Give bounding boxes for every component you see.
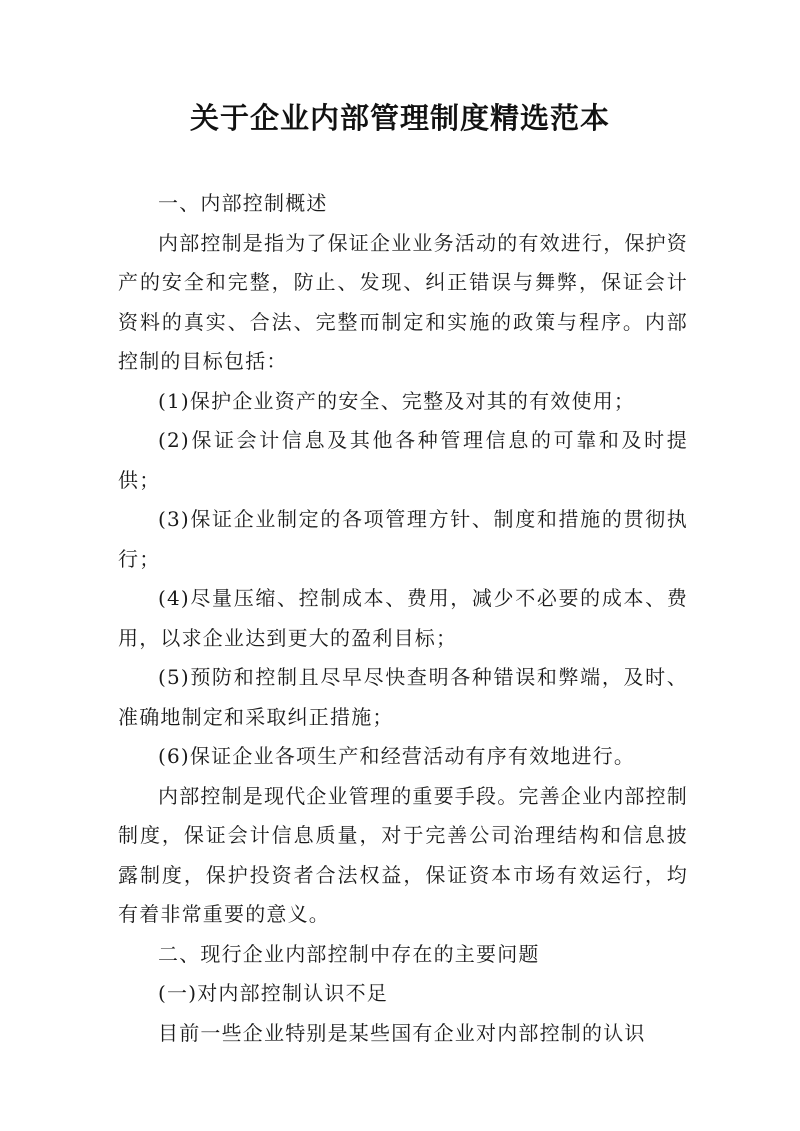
list-item: (1)保护企业资产的安全、完整及对其的有效使用；: [158, 388, 636, 413]
paragraph: 目前一些企业特别是某些国有企业对内部控制的认识: [158, 1020, 646, 1045]
list-item: (3)保证企业制定的各项管理方针、制度和措施的贯彻执行；: [118, 507, 688, 571]
document-body: [118, 184, 688, 1053]
subsection-heading: (一)对内部控制认识不足: [158, 981, 389, 1005]
section-heading: 一、内部控制概述: [158, 191, 328, 215]
list-item: (6)保证企业各项生产和经营活动有序有效地进行。: [158, 744, 636, 768]
list-item: (4)尽量压缩、控制成本、费用，减少不必要的成本、费用，以求企业达到更大的盈利目标；: [118, 586, 688, 650]
paragraph: 内部控制是指为了保证企业业务活动的有效进行，保护资产的安全和完整，防止、发现、纠正错误与舞弊，保证会计资料的真实、合法、完整而制定和实施的政策与程序。内部控制的目标包括：: [118, 230, 688, 373]
paragraph: 内部控制是现代企业管理的重要手段。完善企业内部控制制度，保证会计信息质量，对于完善公司治理结构和信息披露制度，保护投资者合法权益，保证资本市场有效运行，均有着非常重要的意义。: [118, 783, 688, 926]
list-item: (5)预防和控制且尽早尽快查明各种错误和弊端，及时、准确地制定和采取纠正措施；: [118, 665, 688, 729]
section-heading: 二、现行企业内部控制中存在的主要问题: [158, 941, 540, 966]
page-title: 关于企业内部管理制度精选范本: [189, 101, 610, 135]
list-item: (2)保证会计信息及其他各种管理信息的可靠和及时提供；: [118, 428, 688, 492]
